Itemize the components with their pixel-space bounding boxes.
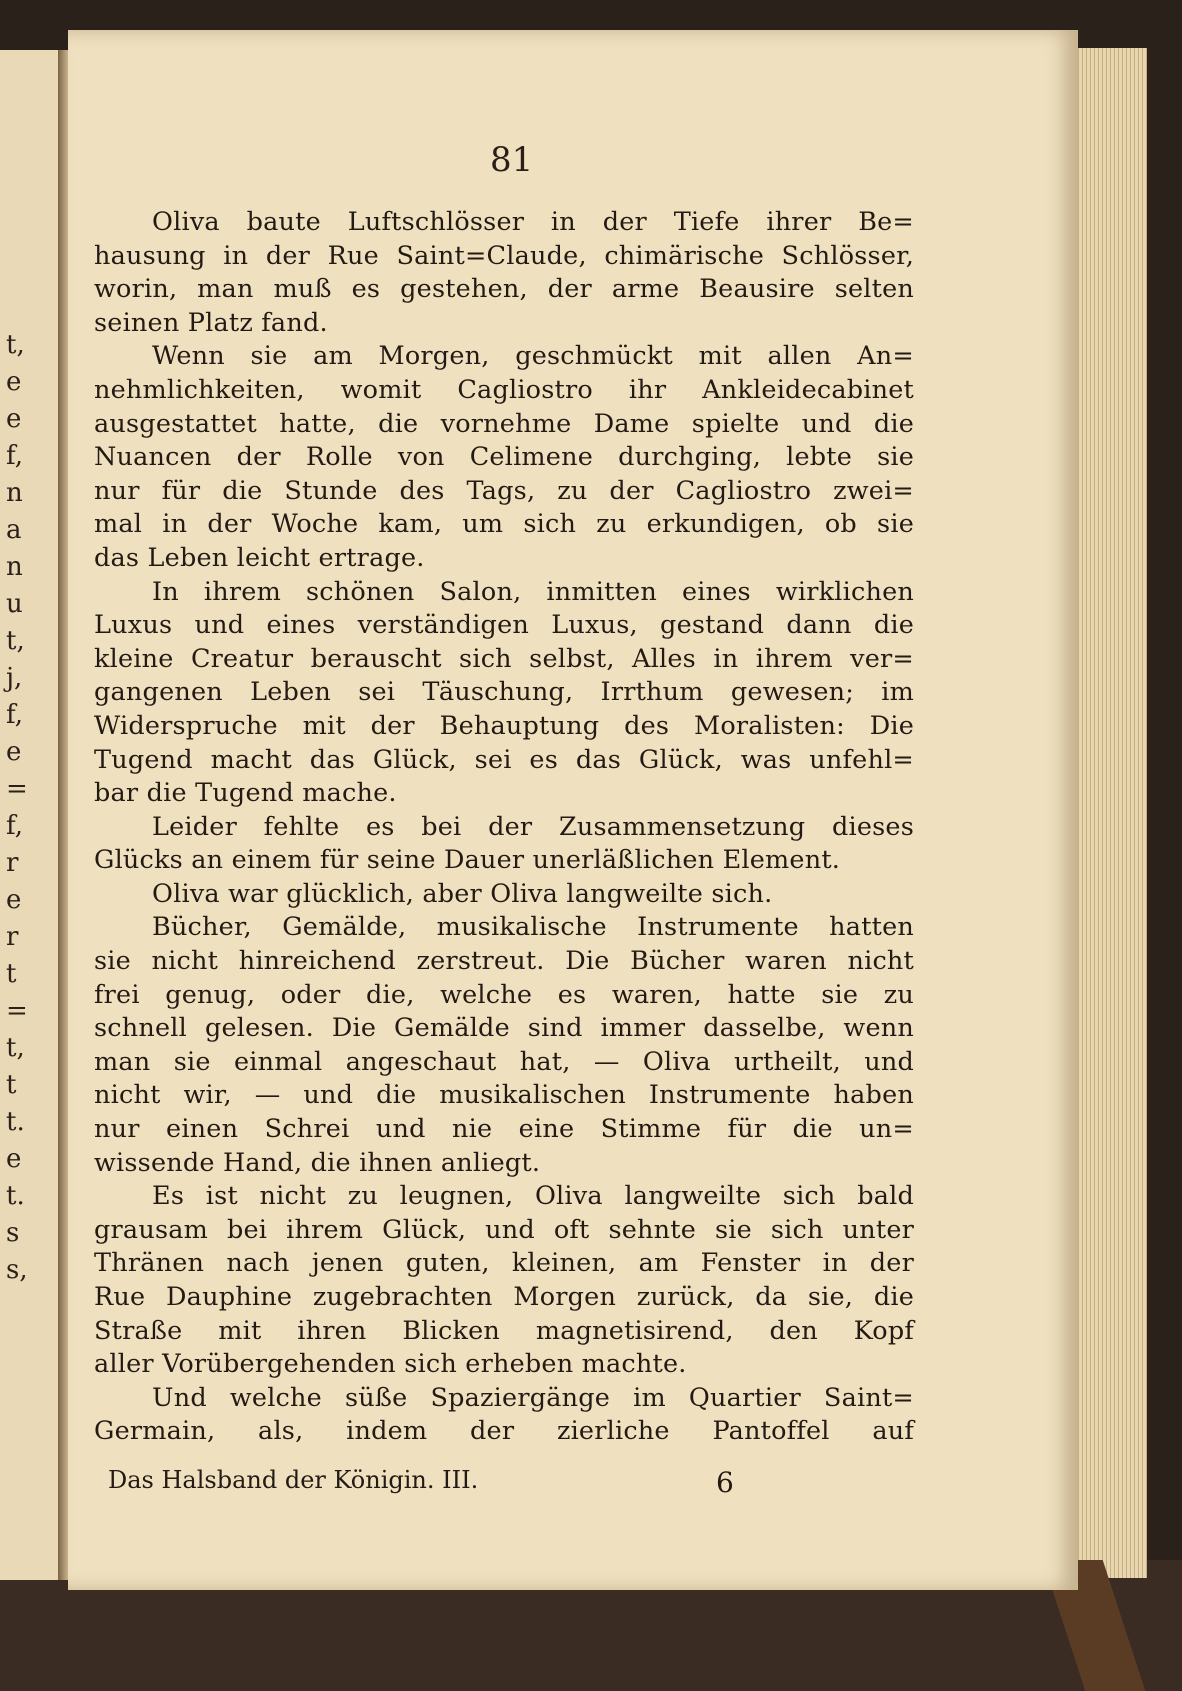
left-page-fragment: t, xyxy=(6,330,25,360)
left-page-fragment: e xyxy=(6,367,22,397)
text-line: Luxus und eines verständigen Luxus, gestand dann die xyxy=(94,610,914,641)
text-line: kleine Creatur berauscht sich selbst, Alles in ihrem ver= xyxy=(94,643,914,674)
text-line: Wenn sie am Morgen, geschmückt mit allen An= xyxy=(152,341,914,372)
text-line: Glücks an einem für seine Dauer unerläßlichen Element. xyxy=(94,845,841,876)
text-line: frei genug, oder die, welche es waren, hatte sie zu xyxy=(94,979,914,1010)
footer-title: Das Halsband der Königin. III. xyxy=(108,1466,479,1494)
signature-mark: 6 xyxy=(716,1466,734,1499)
text-line: nur für die Stunde des Tags, zu der Cagliostro zwei= xyxy=(94,475,914,506)
left-page-fragment: r xyxy=(6,922,19,952)
left-page-fragment: e xyxy=(6,404,22,434)
page-edges xyxy=(1066,48,1147,1578)
text-line: Nuancen der Rolle von Celimene durchging, lebte sie xyxy=(94,442,914,473)
text-line: Straße mit ihren Blicken magnetisirend, den Kopf xyxy=(94,1315,914,1346)
left-page-edge xyxy=(0,50,62,1580)
text-line: Tugend macht das Glück, sei es das Glück, was unfehl= xyxy=(94,744,914,775)
left-page-fragment: = xyxy=(6,774,28,804)
left-page-fragment: r xyxy=(6,848,19,878)
text-line: Bücher, Gemälde, musikalische Instrumente hatten xyxy=(152,912,914,943)
text-line: seinen Platz fand. xyxy=(94,307,328,338)
text-line: bar die Tugend mache. xyxy=(94,778,397,809)
text-line: sie nicht hinreichend zerstreut. Die Bücher waren nicht xyxy=(94,946,914,977)
text-line: man sie einmal angeschaut hat, — Oliva urtheilt, und xyxy=(94,1046,914,1077)
left-page-fragment: t. xyxy=(6,1181,25,1211)
left-page-fragment: s, xyxy=(6,1255,28,1285)
text-line: Es ist nicht zu leugnen, Oliva langweilte sich bald xyxy=(152,1181,914,1212)
text-line: grausam bei ihrem Glück, und oft sehnte sie sich unter xyxy=(94,1214,914,1245)
left-page-fragment: f, xyxy=(6,700,23,730)
body-text xyxy=(94,206,914,1449)
left-page-fragment: n xyxy=(6,478,23,508)
text-line: In ihrem schönen Salon, inmitten eines wirklichen xyxy=(152,576,914,607)
text-line: hausung in der Rue Saint=Claude, chimärische Schlösser, xyxy=(94,240,914,271)
left-page-fragment: e xyxy=(6,737,22,767)
left-page-fragment: t xyxy=(6,1070,17,1100)
left-page-fragment: t. xyxy=(6,1107,25,1137)
text-line: Rue Dauphine zugebrachten Morgen zurück, da sie, die xyxy=(94,1282,914,1312)
text-line: mal in der Woche kam, um sich zu erkundigen, ob sie xyxy=(94,509,914,540)
text-line: Thränen nach jenen guten, kleinen, am Fenster in der xyxy=(94,1248,914,1279)
left-page-fragment: u xyxy=(6,589,23,619)
text-line: aller Vorübergehenden sich erheben machte. xyxy=(94,1349,687,1380)
text-line: worin, man muß es gestehen, der arme Beausire selten xyxy=(94,274,914,305)
left-page-fragment: e xyxy=(6,1144,22,1174)
text-line: schnell gelesen. Die Gemälde sind immer dasselbe, wenn xyxy=(94,1013,914,1044)
left-page-fragment: t, xyxy=(6,1033,25,1063)
page-number: 81 xyxy=(490,140,534,180)
text-line: das Leben leicht ertrage. xyxy=(94,542,425,573)
text-line: Oliva war glücklich, aber Oliva langweilte sich. xyxy=(152,878,773,909)
left-page-fragment: t, xyxy=(6,626,25,656)
left-page-fragment: = xyxy=(6,996,28,1026)
left-page-fragment: e xyxy=(6,885,22,915)
text-line: gangenen Leben sei Täuschung, Irrthum gewesen; im xyxy=(94,677,914,708)
left-page-fragment: n xyxy=(6,552,23,582)
text-line: Widerspruche mit der Behauptung des Moralisten: Die xyxy=(94,710,914,741)
left-page-fragment: f, xyxy=(6,811,23,841)
left-page-fragment: j, xyxy=(6,663,23,693)
left-page-fragment: f, xyxy=(6,441,23,471)
text-line: Oliva baute Luftschlösser in der Tiefe ihrer Be= xyxy=(152,207,914,237)
text-line: Germain, als, indem der zierliche Pantoffel auf xyxy=(94,1416,914,1447)
text-line: Leider fehlte es bei der Zusammensetzung dieses xyxy=(152,811,914,842)
text-line: nehmlichkeiten, womit Cagliostro ihr Ankleidecabinet xyxy=(94,374,914,405)
text-line: nur einen Schrei und nie eine Stimme für die un= xyxy=(94,1114,914,1145)
left-page-fragment: a xyxy=(6,515,22,545)
text-line: Und welche süße Spaziergänge im Quartier Saint= xyxy=(152,1382,914,1413)
text-line: nicht wir, — und die musikalischen Instrumente haben xyxy=(94,1080,914,1111)
left-page-fragment: s xyxy=(6,1218,20,1248)
page-footer xyxy=(108,1466,748,1499)
left-page-fragment: t xyxy=(6,959,17,989)
text-line: wissende Hand, die ihnen anliegt. xyxy=(94,1147,541,1178)
text-line: ausgestattet hatte, die vornehme Dame spielte und die xyxy=(94,408,914,439)
